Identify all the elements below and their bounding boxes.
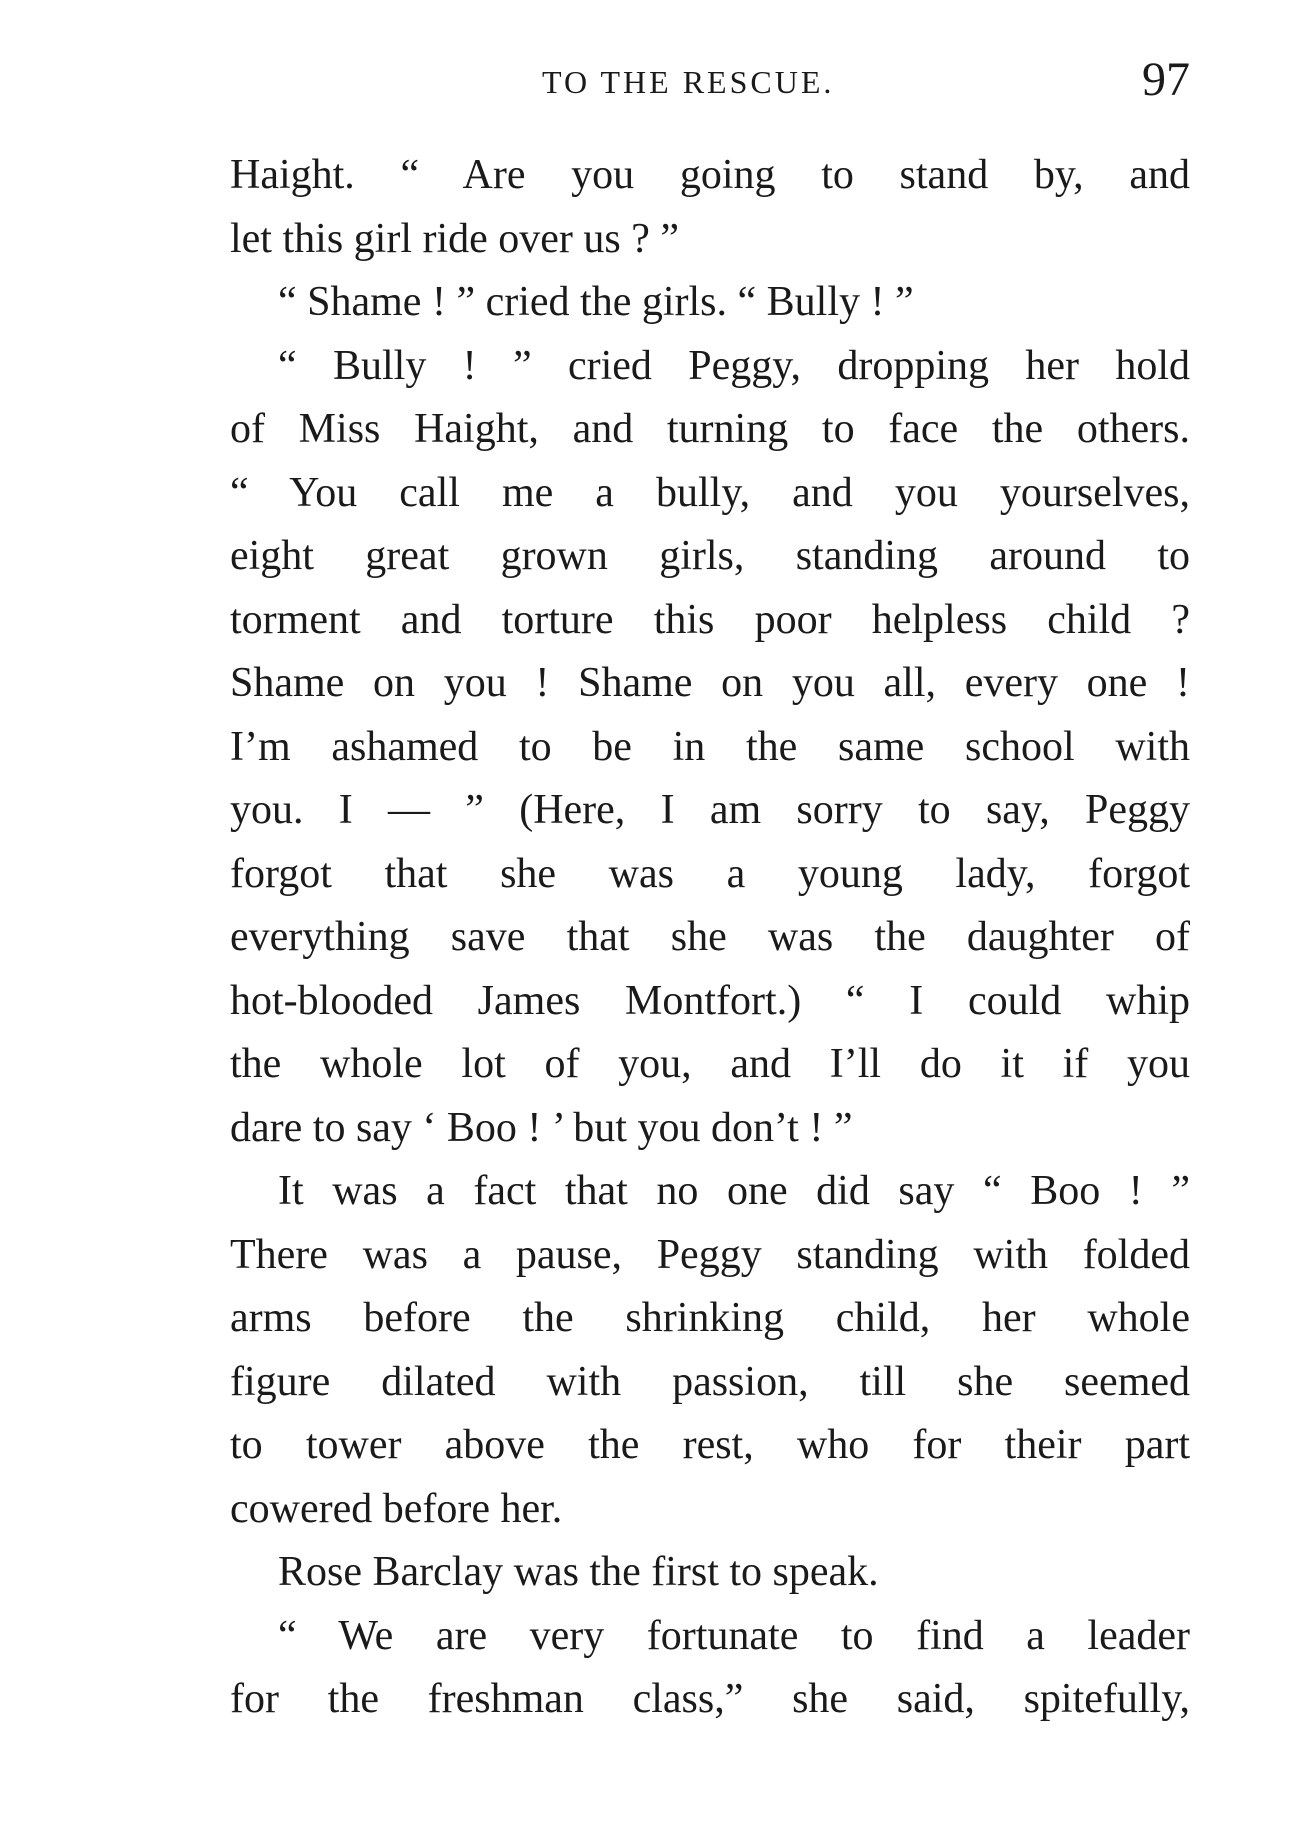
text-line: everything save that she was the daughter of [230, 914, 1190, 960]
text-line: Rose Barclay was the first to speak. [278, 1549, 879, 1595]
text-line: I’m ashamed to be in the same school with [230, 723, 1190, 770]
text-line: torment and torture this poor helpless child ? [230, 596, 1190, 643]
running-title: TO THE RESCUE. [542, 64, 835, 100]
text-line: to tower above the rest, who for their part [230, 1422, 1190, 1468]
text-line: dare to say ‘ Boo ! ’ but you don’t ! ” [230, 1104, 853, 1151]
text-line: eight great grown girls, standing around to [230, 533, 1190, 579]
page-number: 97 [1142, 53, 1190, 106]
text-line: you. I — ” (Here, I am sorry to say, Peggy [230, 787, 1190, 833]
text-line: arms before the shrinking child, her whole [230, 1295, 1190, 1341]
text-line: There was a pause, Peggy standing with folded [230, 1231, 1190, 1278]
text-line: Haight. “ Are you going to stand by, and [230, 152, 1190, 198]
text-line: hot-blooded James Montfort.) “ I could whip [230, 977, 1190, 1024]
text-line: It was a fact that no one did say “ Boo ! ” [278, 1168, 1190, 1214]
text-line: “ Shame ! ” cried the girls. “ Bully ! ” [278, 279, 914, 325]
text-line: “ Bully ! ” cried Peggy, dropping her hold [278, 342, 1190, 389]
text-line: forgot that she was a young lady, forgot [230, 850, 1190, 897]
text-line: of Miss Haight, and turning to face the others. [230, 406, 1190, 452]
text-line: cowered before her. [230, 1485, 563, 1532]
text-line: “ You call me a bully, and you yourselves, [230, 469, 1190, 516]
text-line: Shame on you ! Shame on you all, every one ! [230, 660, 1190, 706]
text-line: figure dilated with passion, till she seemed [230, 1358, 1190, 1405]
text-line: the whole lot of you, and I’ll do it if you [230, 1041, 1190, 1087]
body-text [230, 144, 1190, 1732]
text-line: “ We are very fortunate to find a leader [278, 1612, 1190, 1659]
text-line: for the freshman class,” she said, spitefully, [230, 1676, 1190, 1722]
text-line: let this girl ride over us ? ” [230, 215, 680, 262]
running-head [230, 52, 1190, 112]
